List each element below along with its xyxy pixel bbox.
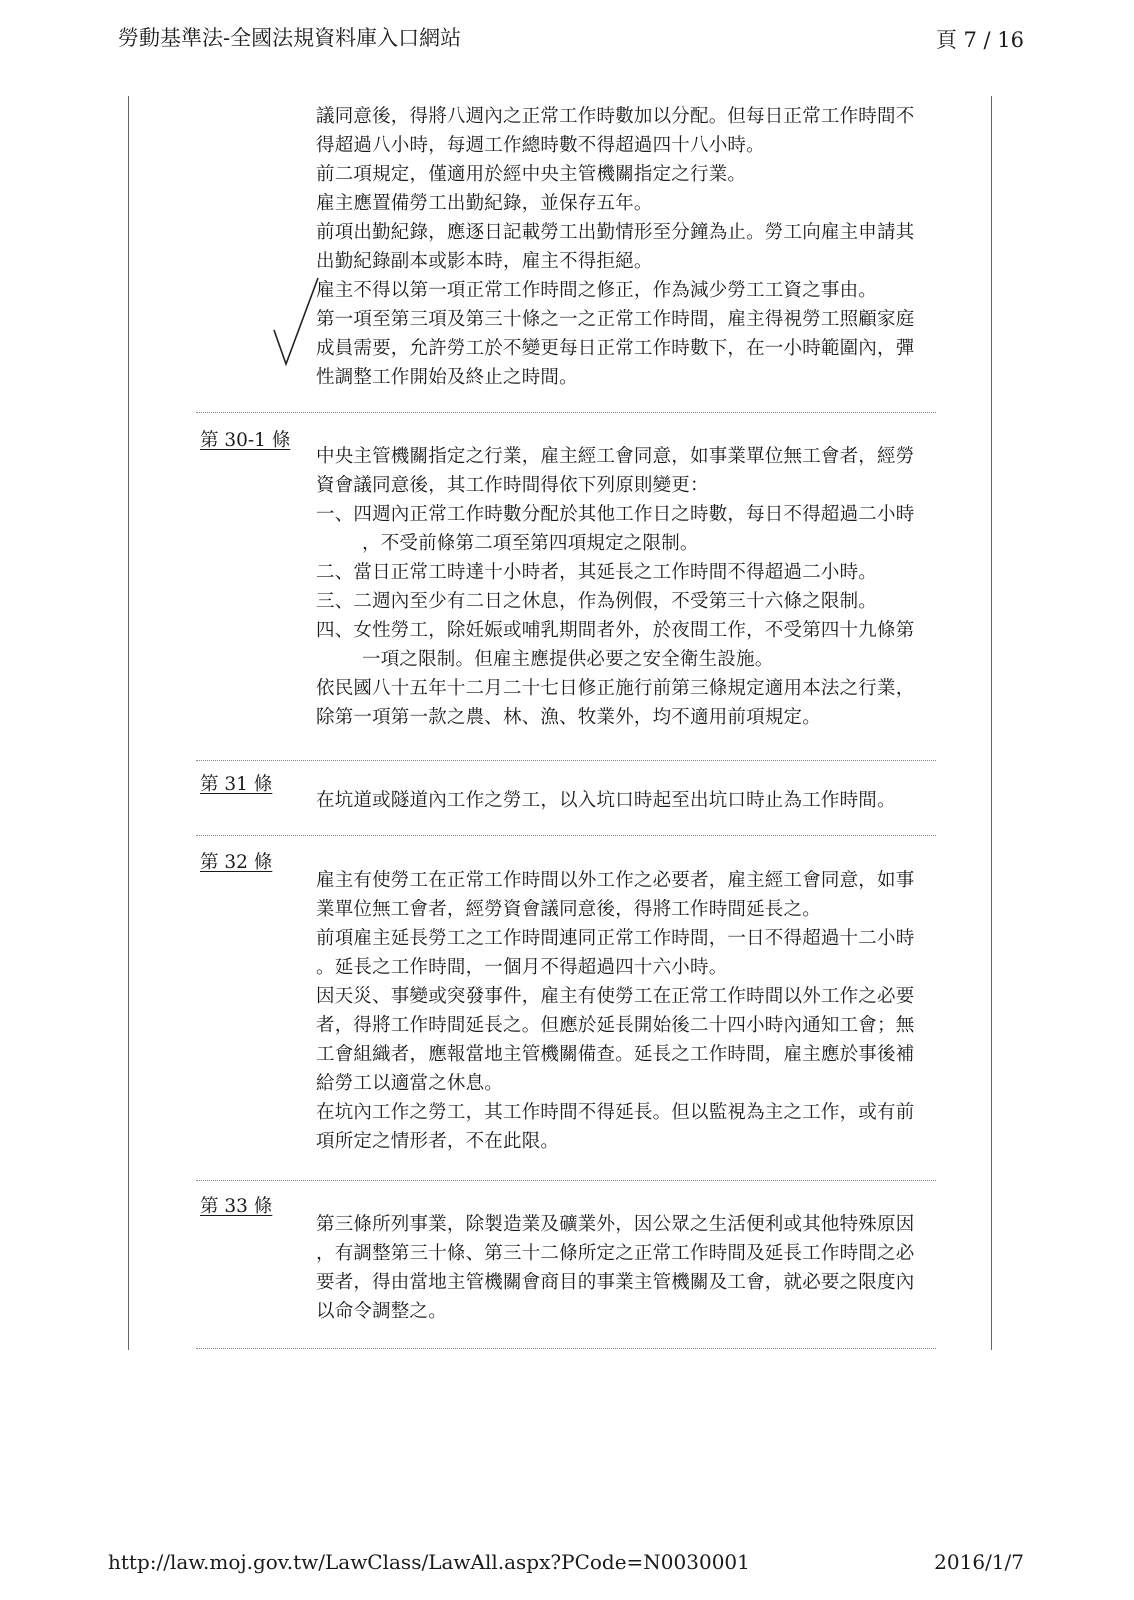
text-line: 雇主不得以第一項正常工作時間之修正，作為減少勞工工資之事由。 [316, 280, 878, 301]
text-line: 中央主管機關指定之行業，雇主經工會同意，如事業單位無工會者，經勞 [316, 446, 915, 467]
text-line: 第三條所列事業，除製造業及礦業外，因公眾之生活便利或其他特殊原因 [316, 1214, 915, 1235]
article-separator [196, 1348, 936, 1349]
text-line: 第一項至第三項及第三十條之一之正常工作時間，雇主得視勞工照顧家庭 [316, 309, 915, 330]
text-line: ，不受前條第二項至第四項規定之限制。 [362, 533, 699, 554]
article-32-body [316, 866, 976, 1156]
text-line: 以命令調整之。 [316, 1301, 447, 1322]
text-line: 成員需要，允許勞工於不變更每日正常工作時數下，在一小時範圍內，彈 [316, 338, 915, 359]
text-line: 者，得將工作時間延長之。但應於延長開始後二十四小時內通知工會；無 [316, 1015, 915, 1036]
text-line: 前項出勤紀錄，應逐日記載勞工出勤情形至分鐘為止。勞工向雇主申請其 [316, 222, 915, 243]
text-line: 。延長之工作時間，一個月不得超過四十六小時。 [316, 957, 728, 978]
text-line: 四、女性勞工，除妊娠或哺乳期間者外，於夜間工作，不受第四十九條第 [316, 620, 915, 641]
article-separator [196, 835, 936, 836]
text-line: 資會議同意後，其工作時間得依下列原則變更： [316, 475, 709, 496]
text-line: 性調整工作開始及終止之時間。 [316, 367, 578, 388]
print-date: 2016/1/7 [934, 1550, 1024, 1574]
text-line: 三、二週內至少有二日之休息，作為例假，不受第三十六條之限制。 [316, 591, 878, 612]
text-line: 給勞工以適當之休息。 [316, 1073, 504, 1094]
text-line: 雇主有使勞工在正常工作時間以外工作之必要者，雇主經工會同意，如事 [316, 870, 915, 891]
text-line: 因天災、事變或突發事件，雇主有使勞工在正常工作時間以外工作之必要 [316, 986, 915, 1007]
text-line: 在坑內工作之勞工，其工作時間不得延長。但以監視為主之工作，或有前 [316, 1102, 915, 1123]
article-32-label: 第 32 條 [200, 852, 273, 873]
source-url[interactable]: http://law.moj.gov.tw/LawClass/LawAll.aspx?PCode=N0030001 [108, 1550, 750, 1574]
article-33-label: 第 33 條 [200, 1196, 273, 1217]
text-line: 依民國八十五年十二月二十七日修正施行前第三條規定適用本法之行業， [316, 678, 915, 699]
article-30-1-body [316, 442, 976, 732]
text-line: ，有調整第三十條、第三十二條所定之正常工作時間及延長工作時間之必 [316, 1243, 915, 1264]
page-number: 頁 7 / 16 [935, 28, 1024, 52]
article-30-1-label: 第 30-1 條 [200, 430, 291, 451]
text-line: 工會組織者，應報當地主管機關備查。延長之工作時間，雇主應於事後補 [316, 1044, 915, 1065]
article-30-tail [316, 102, 976, 392]
article-33-body [316, 1210, 976, 1326]
text-line: 除第一項第一款之農、林、漁、牧業外，均不適用前項規定。 [316, 707, 821, 728]
text-line: 雇主應置備勞工出勤紀錄，並保存五年。 [316, 193, 653, 214]
text-line: 議同意後，得將八週內之正常工作時數加以分配。但每日正常工作時間不 [316, 106, 915, 127]
article-separator [196, 1180, 936, 1181]
text-line: 出勤紀錄副本或影本時，雇主不得拒絕。 [316, 251, 653, 272]
text-line: 得超過八小時，每週工作總時數不得超過四十八小時。 [316, 135, 765, 156]
text-line: 二、當日正常工時達十小時者，其延長之工作時間不得超過二小時。 [316, 562, 878, 583]
text-line: 一、四週內正常工作時數分配於其他工作日之時數，每日不得超過二小時 [316, 504, 915, 525]
article-31-body [316, 786, 976, 815]
text-line: 要者，得由當地主管機關會商目的事業主管機關及工會，就必要之限度內 [316, 1272, 915, 1293]
article-31-label: 第 31 條 [200, 774, 273, 795]
document-title: 勞動基準法-全國法規資料庫入口網站 [118, 26, 462, 50]
text-line: 業單位無工會者，經勞資會議同意後，得將工作時間延長之。 [316, 899, 821, 920]
text-line: 前二項規定，僅適用於經中央主管機關指定之行業。 [316, 164, 747, 185]
article-separator [196, 760, 936, 761]
text-line: 一項之限制。但雇主應提供必要之安全衛生設施。 [362, 649, 774, 670]
text-line: 在坑道或隧道內工作之勞工，以入坑口時起至出坑口時止為工作時間。 [316, 790, 896, 811]
article-separator [196, 412, 936, 413]
text-line: 前項雇主延長勞工之工作時間連同正常工作時間，一日不得超過十二小時 [316, 928, 915, 949]
text-line: 項所定之情形者，不在此限。 [316, 1131, 560, 1152]
